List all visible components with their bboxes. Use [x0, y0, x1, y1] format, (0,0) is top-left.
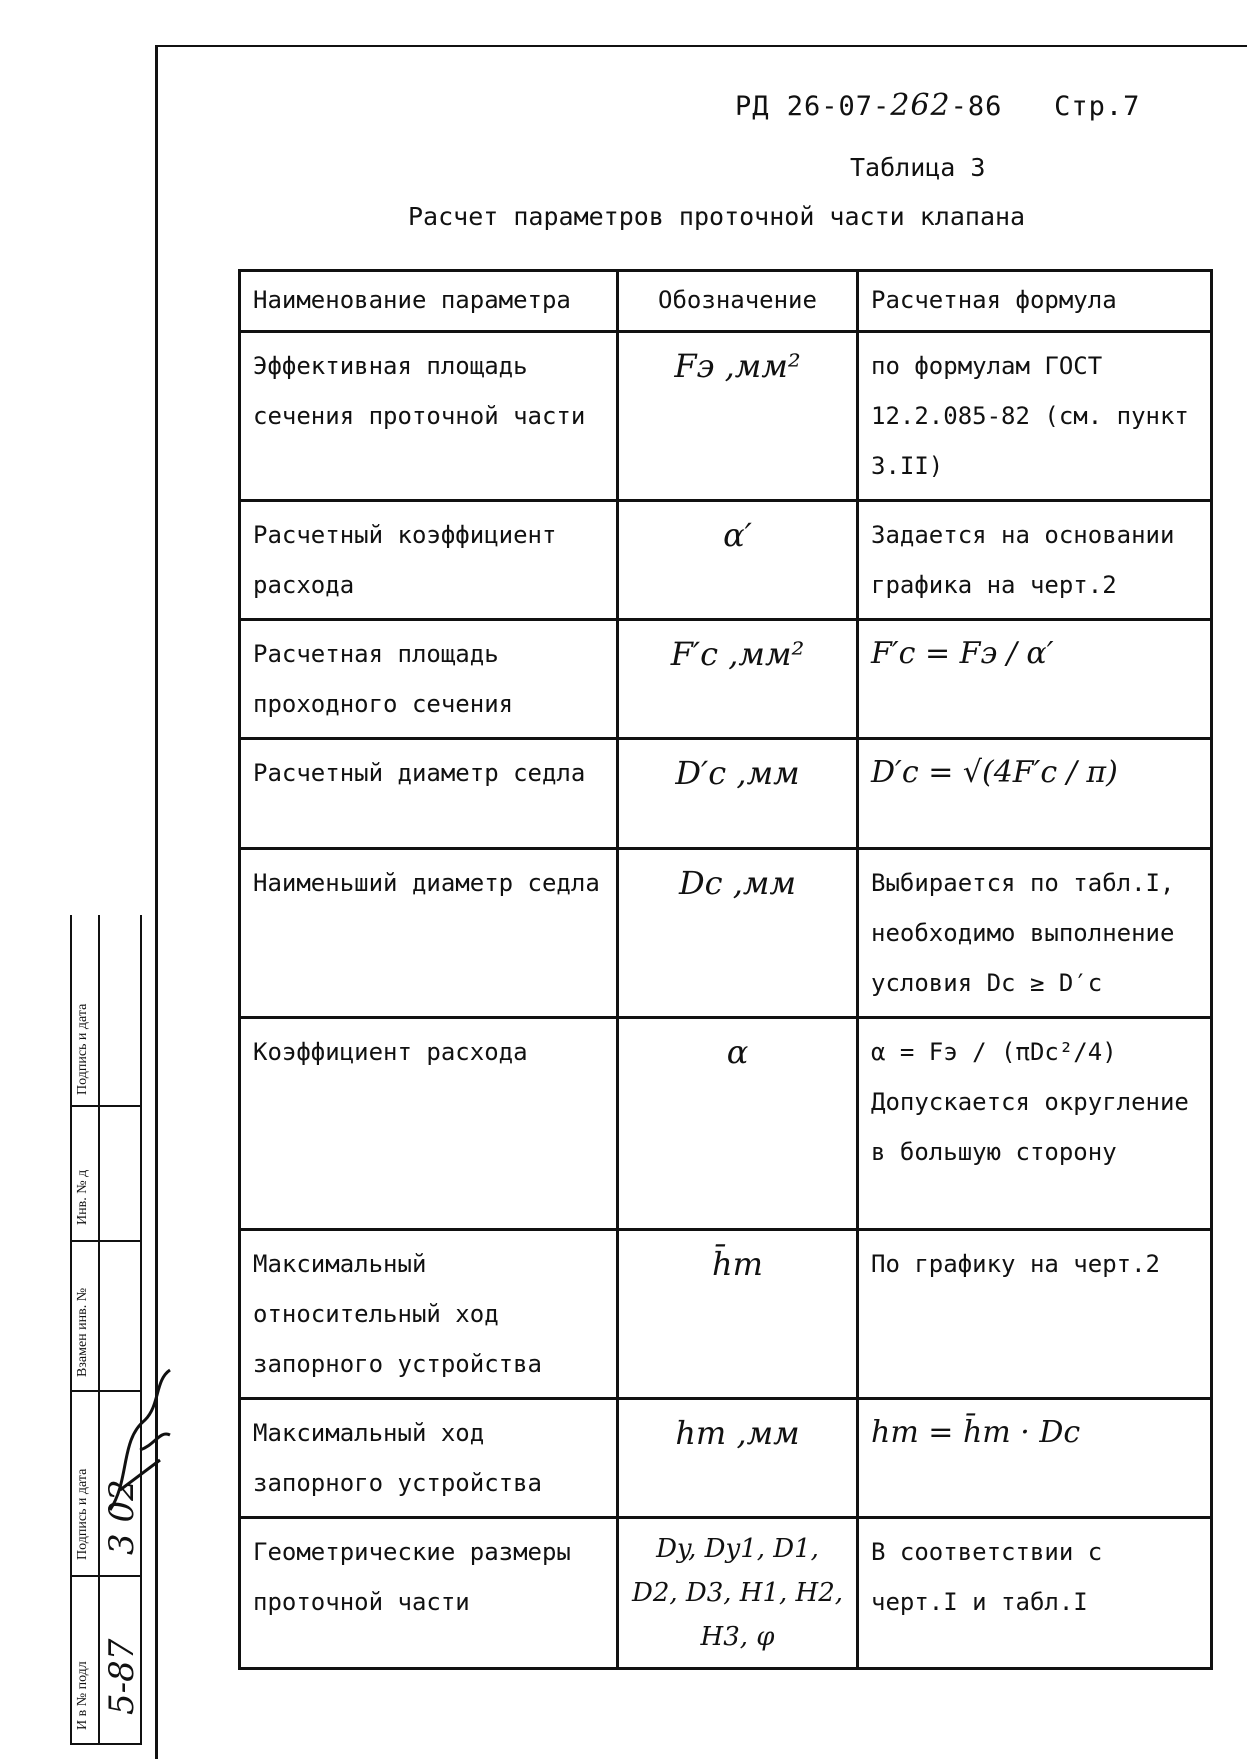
handwritten-signature [100, 1360, 180, 1520]
parameter-symbol: Dc ,мм [618, 849, 858, 1018]
table-row [240, 1518, 1212, 1669]
sidebar-line [70, 1240, 142, 1242]
sidebar-line [140, 915, 142, 1745]
parameter-symbol: Dy, Dy1, D1, D2, D3, H1, H2, H3, φ [618, 1518, 858, 1669]
parameter-formula: α = Fэ / (πDc²/4) Допускается округление в большую сторону [858, 1018, 1212, 1230]
table-row [240, 620, 1212, 739]
sidebar-label-replaces-inv: Взамен инв. № [75, 1287, 90, 1377]
table-header-row [240, 271, 1212, 332]
parameter-formula: В соответствии с черт.I и табл.I [858, 1518, 1212, 1669]
parameter-formula: по формулам ГОСТ 12.2.085-82 (см. пункт 3.II) [858, 332, 1212, 501]
sidebar-line [98, 915, 100, 1745]
parameter-name: Наименьший диаметр седла [240, 849, 618, 1018]
sidebar-line [70, 915, 72, 1745]
parameter-symbol: D′c ,мм [618, 739, 858, 849]
parameter-symbol: Fэ ,мм² [618, 332, 858, 501]
frame-top-border [155, 45, 1247, 47]
parameter-symbol: α′ [618, 501, 858, 620]
column-header-name: Наименование параметра [240, 271, 618, 332]
sidebar-label-signature-date: Подпись и дата [75, 1003, 90, 1095]
parameter-symbol: h̄m [618, 1230, 858, 1399]
sidebar-line [70, 1575, 142, 1577]
parameter-formula: D′c = √(4F′c / π) [858, 739, 1212, 849]
table-row [240, 1399, 1212, 1518]
parameter-formula: Задается на основании графика на черт.2 [858, 501, 1212, 620]
sidebar-line [70, 1743, 142, 1745]
handwritten-inv-number: 5-87 [102, 1638, 142, 1715]
parameter-formula: hm = h̄m · Dc [858, 1399, 1212, 1518]
parameter-name: Геометрические размеры проточной части [240, 1518, 618, 1669]
doc-prefix: РД 26-07- [735, 91, 891, 122]
parameter-symbol: hm ,мм [618, 1399, 858, 1518]
parameter-formula: F′c = Fэ / α′ [858, 620, 1212, 739]
parameter-name: Расчетный коэффициент расхода [240, 501, 618, 620]
parameter-formula: Выбирается по табл.I, необходимо выполнение условия Dc ≥ D′c [858, 849, 1212, 1018]
sidebar-label-orig-inv: И в № подл [75, 1661, 90, 1730]
table-row [240, 501, 1212, 620]
parameter-name: Расчетная площадь проходного сечения [240, 620, 618, 739]
handwritten-date: 3 02 [102, 1479, 142, 1555]
parameter-name: Эффективная площадь сечения проточной части [240, 332, 618, 501]
doc-suffix: -86 [950, 91, 1003, 122]
parameter-symbol: F′c ,мм² [618, 620, 858, 739]
table-row [240, 849, 1212, 1018]
page-number: Стр.7 [1054, 91, 1141, 122]
parameter-name: Максимальный относительный ход запорного устройства [240, 1230, 618, 1399]
table-row [240, 1018, 1212, 1230]
doc-number: 262 [890, 88, 951, 123]
parameter-name: Максимальный ход запорного устройства [240, 1399, 618, 1518]
sidebar-label-inv-dup: Инв. № д [75, 1169, 90, 1225]
table-row [240, 1230, 1212, 1399]
table-title: Расчет параметров проточной части клапана [408, 202, 1026, 231]
table-row [240, 332, 1212, 501]
parameter-symbol: α [618, 1018, 858, 1230]
column-header-symbol: Обозначение [618, 271, 858, 332]
approval-sidebar [70, 915, 142, 1745]
sidebar-label-signature-date-2: Подпись и дата [75, 1468, 90, 1560]
table-row [240, 739, 1212, 849]
parameter-formula: По графику на черт.2 [858, 1230, 1212, 1399]
parameters-table [238, 269, 1213, 1670]
column-header-formula: Расчетная формула [858, 271, 1212, 332]
table-label: Таблица 3 [850, 153, 986, 182]
document-header [735, 88, 1140, 123]
sidebar-line [70, 1105, 142, 1107]
parameter-name: Расчетный диаметр седла [240, 739, 618, 849]
parameter-name: Коэффициент расхода [240, 1018, 618, 1230]
